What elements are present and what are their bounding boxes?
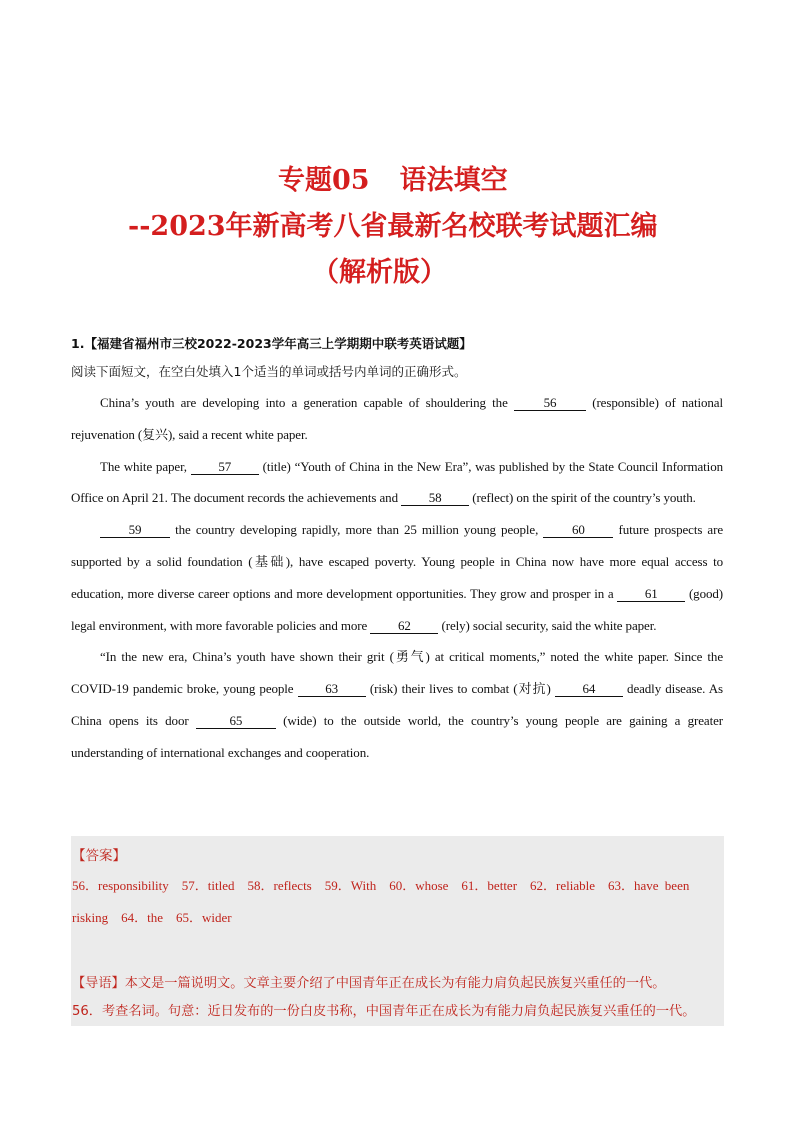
blank-60: 60: [543, 522, 613, 538]
guide-summary: 【导语】本文是一篇说明文。文章主要介绍了中国青年正在成长为有能力肩负起民族复兴重任的一代。: [72, 976, 666, 991]
blank-65: 65: [196, 713, 276, 729]
question-heading: 1.【福建省福州市三校2022-2023学年高三上学期期中联考英语试题】: [71, 336, 472, 351]
question-instruction: 阅读下面短文，在空白处填入1个适当的单词或括号内单词的正确形式。: [71, 364, 467, 379]
explanation-section: [71, 970, 724, 1026]
answer-section: [71, 836, 724, 970]
answer-label: 【答案】: [72, 848, 126, 864]
title-line-1: 专题05 语法填空: [278, 165, 508, 196]
blank-62: 62: [370, 618, 438, 634]
passage-paragraph-3: 59 the country developing rapidly, more than 25 million young people, 60 future prospects are supported by a solid foundation (基础), have escaped poverty. Young people in China now have more equal access to education, more diverse career options and more development opportunities. They grow and prosper in a 61 (good) legal environment, with more favorable policies and more 62 (rely) social security, said the white paper.: [71, 522, 723, 633]
passage-paragraph-4: “In the new era, China’s youth have shown their grit (勇气) at critical moments,” noted the white paper. Since the COVID-19 pandemic broke, young people 63 (risk) their lives to combat (对抗) 64 deadly disease. As China opens its door 65 (wide) to the outside world, the country’s young people are gaining a greater understanding of international exchanges and cooperation.: [71, 649, 723, 760]
blank-58: 58: [401, 490, 469, 506]
title-line-3: （解析版）: [312, 257, 447, 288]
blank-56: 56: [514, 395, 586, 411]
blank-59: 59: [100, 522, 170, 538]
question-section: [71, 333, 723, 769]
title-line-2: --2023年新高考八省最新名校联考试题汇编: [128, 211, 658, 242]
blank-63: 63: [298, 681, 366, 697]
passage-paragraph-2: The white paper, 57 (title) “Youth of China in the New Era”, was published by the State Council Information Office on April 21. The document records the achievements and 58 (reflect) on the spirit of the country’s youth.: [71, 458, 723, 506]
answer-text: 56．responsibility 57．titled 58．reflects 59．With 60．whose 61．better 62．reliable 63．have been risking 64．the 65．wider: [72, 878, 690, 925]
blank-64: 64: [555, 681, 623, 697]
passage-paragraph-1: China’s youth are developing into a generation capable of shouldering the 56 (responsible) of national rejuvenation (复兴), said a recent white paper.: [71, 395, 723, 442]
blank-61: 61: [617, 586, 685, 602]
blank-57: 57: [191, 459, 259, 475]
guide-item-56: 56．考查名词。句意：近日发布的一份白皮书称，中国青年正在成长为有能力肩负起民族复兴重任的一代。: [72, 1004, 696, 1019]
